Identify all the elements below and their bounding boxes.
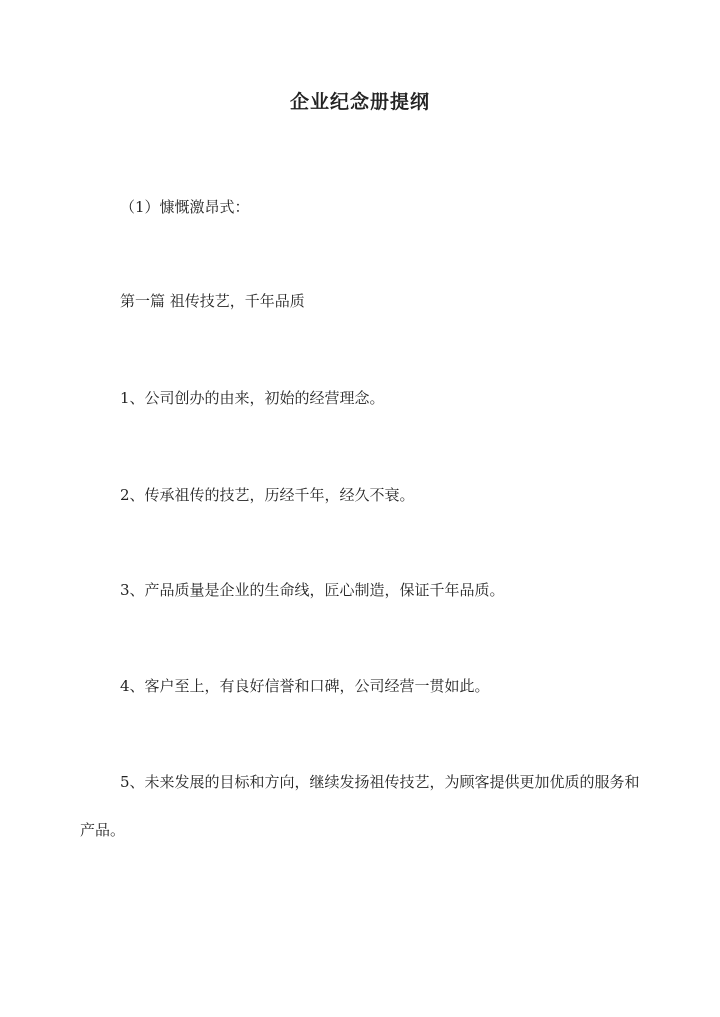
section-style-heading: （1）慷慨激昂式：: [120, 198, 250, 216]
outline-item-1: 1、公司创办的由来，初始的经营理念。: [120, 389, 385, 407]
outline-item-4: 4、客户至上，有良好信誉和口碑，公司经营一贯如此。: [120, 677, 490, 695]
document-title: 企业纪念册提纲: [289, 91, 430, 113]
chapter-heading: 第一篇 祖传技艺，千年品质: [120, 292, 305, 310]
outline-item-5: 5、未来发展的目标和方向，继续发扬祖传技艺，为顾客提供更加优质的服务和产品。: [80, 773, 640, 839]
outline-item-3: 3、产品质量是企业的生命线，匠心制造，保证千年品质。: [120, 581, 505, 599]
outline-item-2: 2、传承祖传的技艺，历经千年，经久不衰。: [120, 486, 415, 504]
